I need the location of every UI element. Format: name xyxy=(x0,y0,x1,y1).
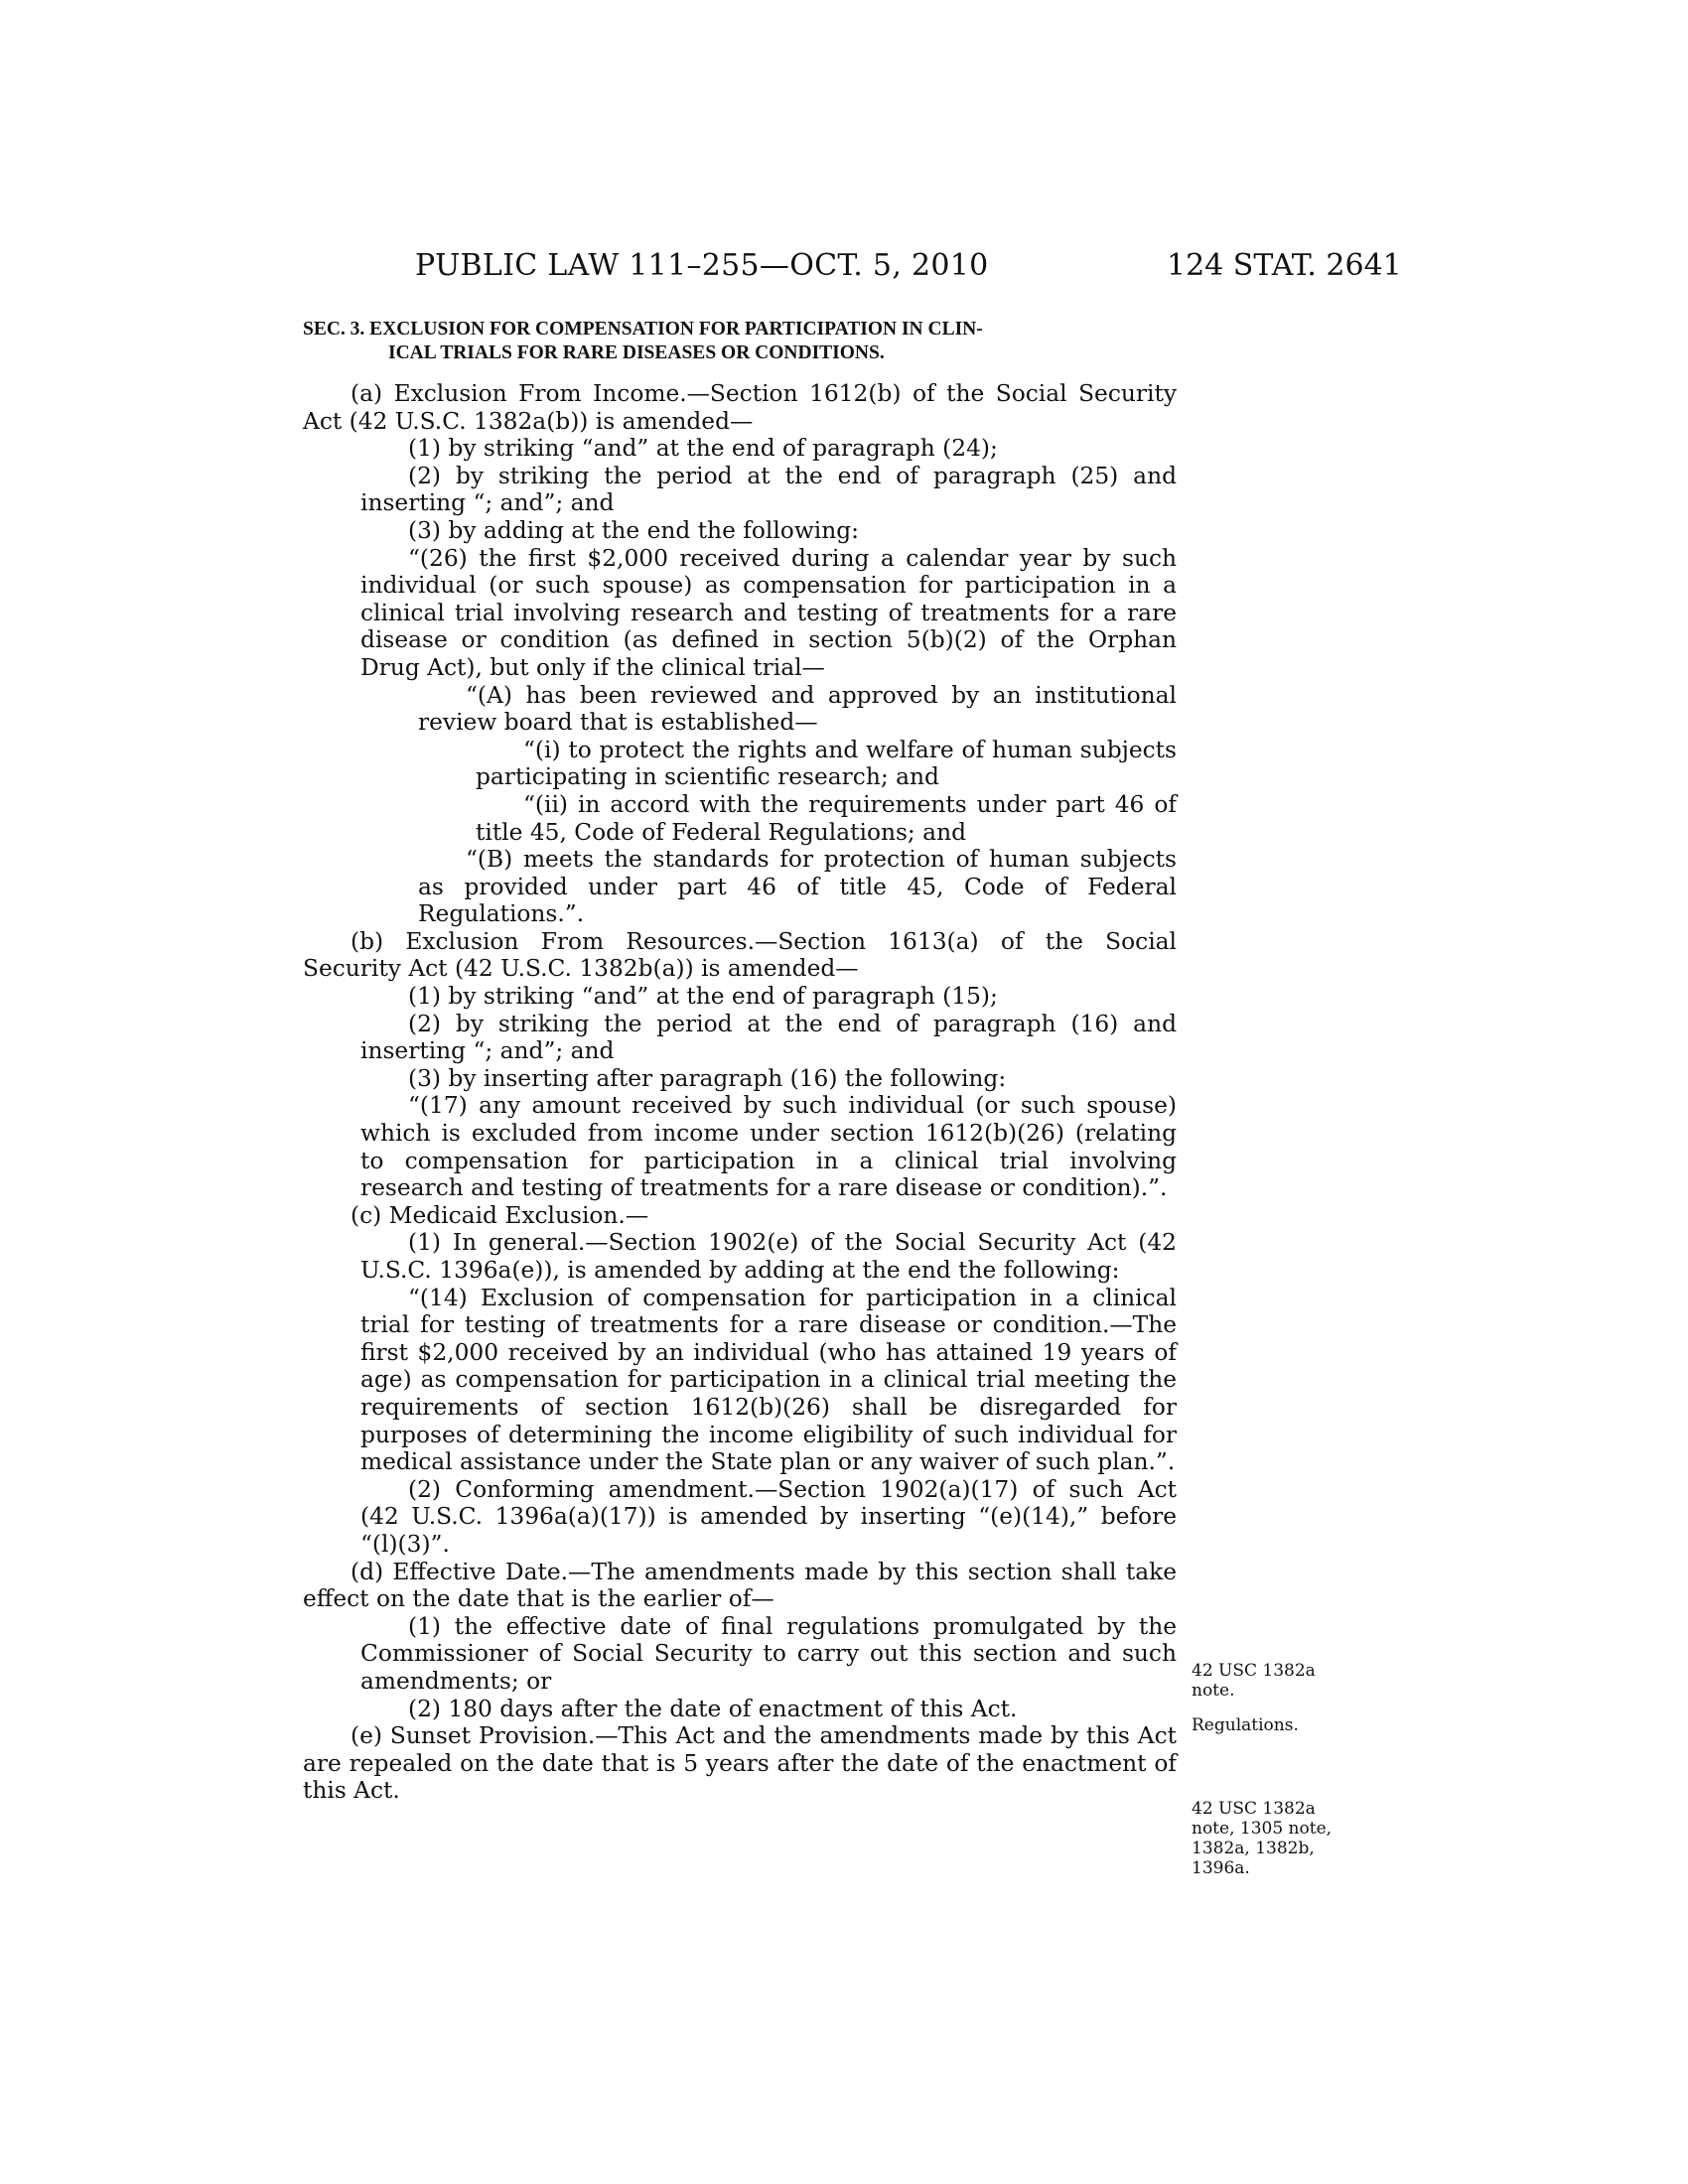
subsection-b-para-1: (1) by striking “and” at the end of paragraph (15); xyxy=(408,983,998,1011)
inserted-clause-ii: “(ii) in accord with the requirements under part 46 of title 45, Code of Federal Regulations; and xyxy=(476,790,1177,846)
subsection-a-para-3: (3) by adding at the end the following: xyxy=(408,516,859,544)
section-heading xyxy=(303,318,1177,365)
subsection-b-intro: (b) Exclusion From Resources.—Section 1613(a) of the Social Security Act (42 U.S.C. 1382b(a)) is amended— xyxy=(303,927,1177,983)
subsection-a-intro: (a) Exclusion From Income.—Section 1612(b) of the Social Security Act (42 U.S.C. 1382a(b)) is amended— xyxy=(303,380,1177,435)
inserted-subpara-a: “(A) has been reviewed and approved by an institutional review board that is established— xyxy=(418,681,1177,737)
subsection-d-para-1: (1) the effective date of final regulations promulgated by the Commissioner of Social Security to carry out this section and such amendments; or xyxy=(360,1612,1177,1695)
running-header-title: PUBLIC LAW 111–255—OCT. 5, 2010 xyxy=(415,248,989,283)
subsection-d-intro: (d) Effective Date.—The amendments made by this section shall take effect on the date that is the earlier of— xyxy=(303,1558,1177,1613)
subsection-a-para-2: (2) by striking the period at the end of paragraph (25) and inserting “; and”; and xyxy=(360,462,1177,517)
subsection-c-para-2: (2) Conforming amendment.—Section 1902(a)(17) of such Act (42 U.S.C. 1396a(a)(17)) is amended by inserting “(e)(14),” before “(l)(3)”. xyxy=(360,1475,1177,1558)
subsection-c-para-1: (1) In general.—Section 1902(e) of the Social Security Act (42 U.S.C. 1396a(e)), is amended by adding at the end the following: xyxy=(360,1229,1177,1284)
subsection-c-intro: (c) Medicaid Exclusion.— xyxy=(351,1201,649,1229)
subsection-e: (e) Sunset Provision.—This Act and the amendments made by this Act are repealed on the date that is 5 years after the date of the enactment of this Act. xyxy=(303,1722,1177,1805)
running-header-page-number: 124 STAT. 2641 xyxy=(1167,248,1402,283)
subsection-b-para-3: (3) by inserting after paragraph (16) the following: xyxy=(408,1064,1007,1092)
subsection-d-para-2: (2) 180 days after the date of enactment of this Act. xyxy=(408,1695,1018,1722)
inserted-subpara-b: “(B) meets the standards for protection of human subjects as provided under part 46 of title 45, Code of Federal Regulations.”. xyxy=(418,846,1177,928)
section-body xyxy=(303,380,1177,1805)
subsection-b-para-2: (2) by striking the period at the end of paragraph (16) and inserting “; and”; and xyxy=(360,1010,1177,1065)
section-heading-line-1: SEC. 3. EXCLUSION FOR COMPENSATION FOR PARTICIPATION IN CLIN- xyxy=(303,319,983,340)
inserted-paragraph-17: “(17) any amount received by such individual (or such spouse) which is excluded from income under section 1612(b)(26) (relating to compensation for participation in a clinical trial involving research and testing of treatments for a rare disease or condition).”. xyxy=(360,1092,1177,1202)
section-heading-line-2: ICAL TRIALS FOR RARE DISEASES OR CONDITIONS. xyxy=(388,342,885,363)
inserted-clause-i: “(i) to protect the rights and welfare of human subjects participating in scientific research; and xyxy=(476,736,1177,791)
margin-note-regulations: Regulations. xyxy=(1192,1715,1299,1735)
inserted-paragraph-14: “(14) Exclusion of compensation for participation in a clinical trial for testing of treatments for a rare disease or condition.—The first $2,000 received by an individual (who has attained 19 years of age) as compensation for participation in a clinical trial meeting the requirements of section 1612(b)(26) shall be disregarded for purposes of determining the income eligibility of such individual for medical assistance under the State plan or any waiver of such plan.”. xyxy=(360,1284,1177,1476)
margin-note-usc-list: 42 USC 1382a note, 1305 note, 1382a, 1382b, 1396a. xyxy=(1192,1799,1333,1878)
inserted-paragraph-26: “(26) the first $2,000 received during a calendar year by such individual (or such spouse) as compensation for participation in a clinical trial involving research and testing of treatments for a rare disease or condition (as defined in section 5(b)(2) of the Orphan Drug Act), but only if the clinical trial— xyxy=(360,544,1177,681)
subsection-a-para-1: (1) by striking “and” at the end of paragraph (24); xyxy=(408,435,998,463)
margin-note-usc-1382a: 42 USC 1382a note. xyxy=(1192,1661,1316,1701)
